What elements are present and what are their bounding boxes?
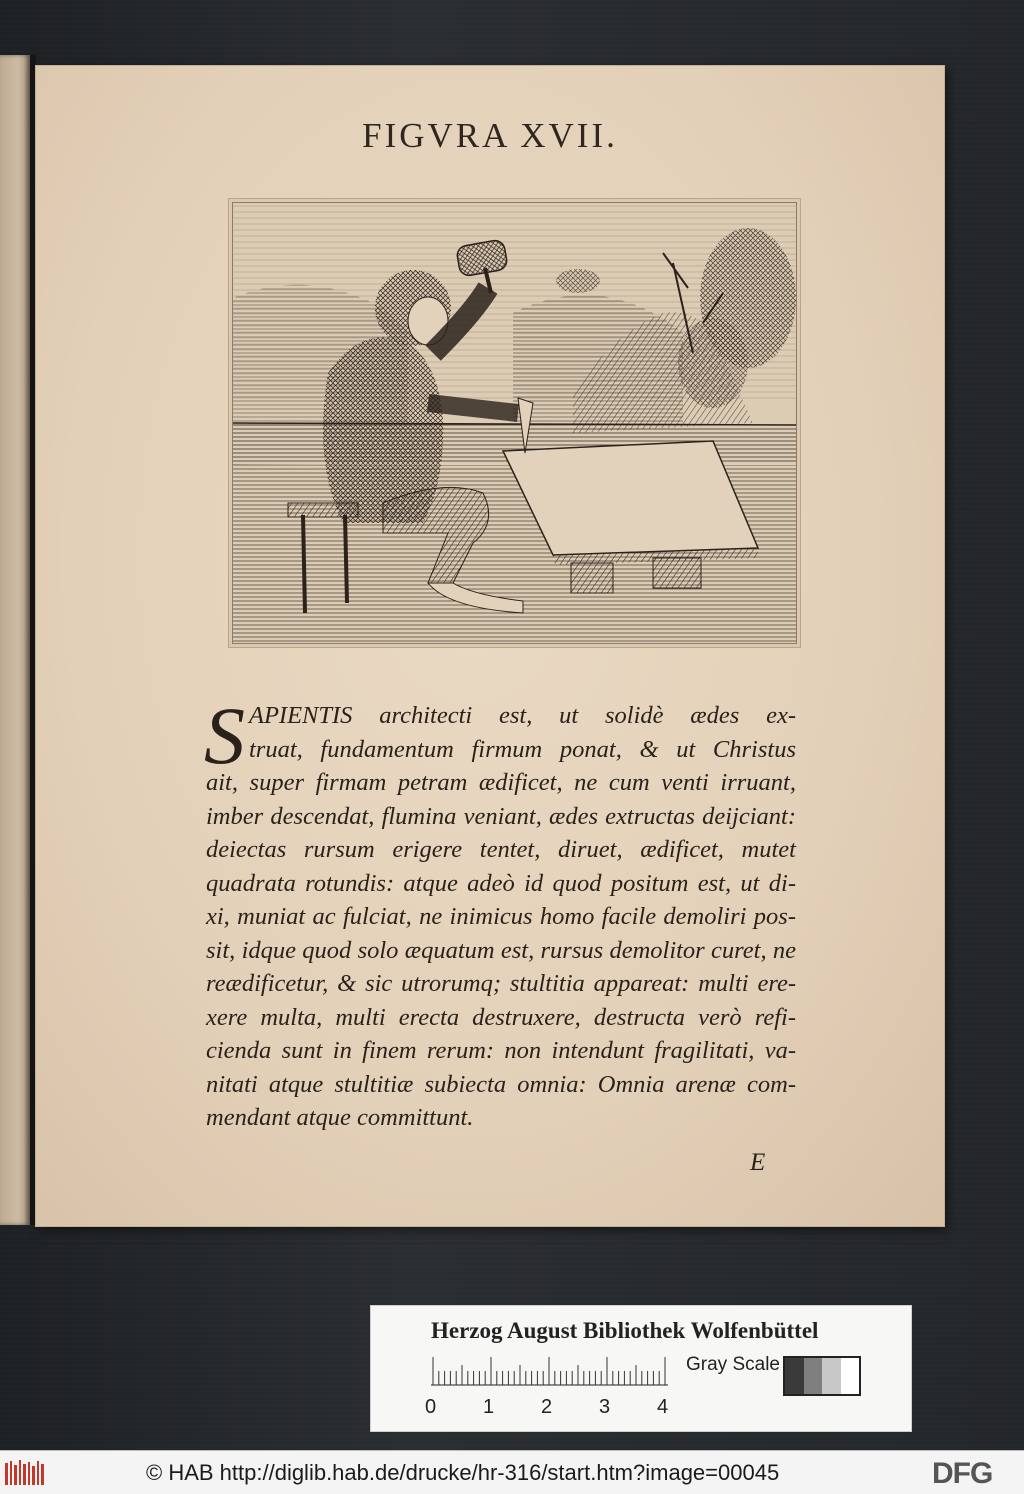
color-calibration-card [370, 1305, 912, 1432]
ruler-number: 4 [657, 1396, 669, 1418]
page-heading: FIGVRA XVII. [362, 116, 618, 155]
dfg-logo: DFG [932, 1457, 993, 1490]
footer-bar [0, 1450, 1024, 1494]
swatch-dark [785, 1358, 804, 1394]
ruler-numbers [425, 1396, 685, 1420]
text-line: cienda sunt in finem rerum: non intendunt fragilitati, va- [206, 1037, 796, 1064]
previous-page-edge [0, 55, 30, 1225]
gray-scale-swatch [783, 1356, 861, 1396]
hab-barcode-logo-icon [5, 1459, 45, 1487]
ruler-number: 1 [483, 1396, 495, 1418]
text-line: imber descendat, flumina veniant, ædes extructas deijciant: [206, 802, 796, 830]
text-line: reædificetur, & sic utrorumq; stultitia appareat: multi ere- [206, 970, 796, 997]
text-line: xi, muniat ac fulciat, ne inimicus homo facile demoliri pos- [206, 903, 796, 930]
swatch-light [822, 1358, 841, 1394]
text-line: nitati atque stultitiæ subiecta omnia: Omnia arenæ com- [206, 1070, 796, 1098]
swatch-mid [804, 1358, 823, 1394]
ruler-number: 2 [541, 1396, 553, 1418]
text-line: deiectas rursum erigere tentet, diruet, ædificet, mutet [206, 836, 796, 863]
gray-scale-label: Gray Scale [686, 1354, 780, 1375]
signature-mark: E [750, 1149, 766, 1176]
text-line: quadrata rotundis: atque adeò id quod positum est, ut di- [206, 869, 796, 897]
measurement-ruler [431, 1354, 668, 1386]
ruler-number: 3 [599, 1396, 611, 1418]
text-line: mendant atque committunt. [206, 1104, 474, 1131]
swatch-white [841, 1358, 860, 1394]
latin-body-text [204, 690, 796, 1135]
text-line: ait, super firmam petram ædificet, ne cum venti irruant, [206, 769, 796, 796]
drop-cap: S [204, 690, 245, 781]
text-line: truat, fundamentum firmum ponat, & ut Christus [249, 735, 796, 763]
ruler-number: 0 [425, 1396, 437, 1418]
library-name: Herzog August Bibliothek Wolfenbüttel [431, 1318, 819, 1343]
book-page [36, 66, 944, 1226]
footer-credit: © HAB http://diglib.hab.de/drucke/hr-316/start.htm?image=00045 [146, 1460, 780, 1485]
text-line: xere multa, multi erecta destruxere, destructa verò refi- [206, 1003, 796, 1031]
text-line: sit, idque quod solo æquatum est, rursus demolitor curet, ne [206, 936, 796, 964]
engraving-illustration [232, 202, 797, 644]
text-line: APIENTIS architecti est, ut solidè ædes ex- [249, 702, 796, 729]
